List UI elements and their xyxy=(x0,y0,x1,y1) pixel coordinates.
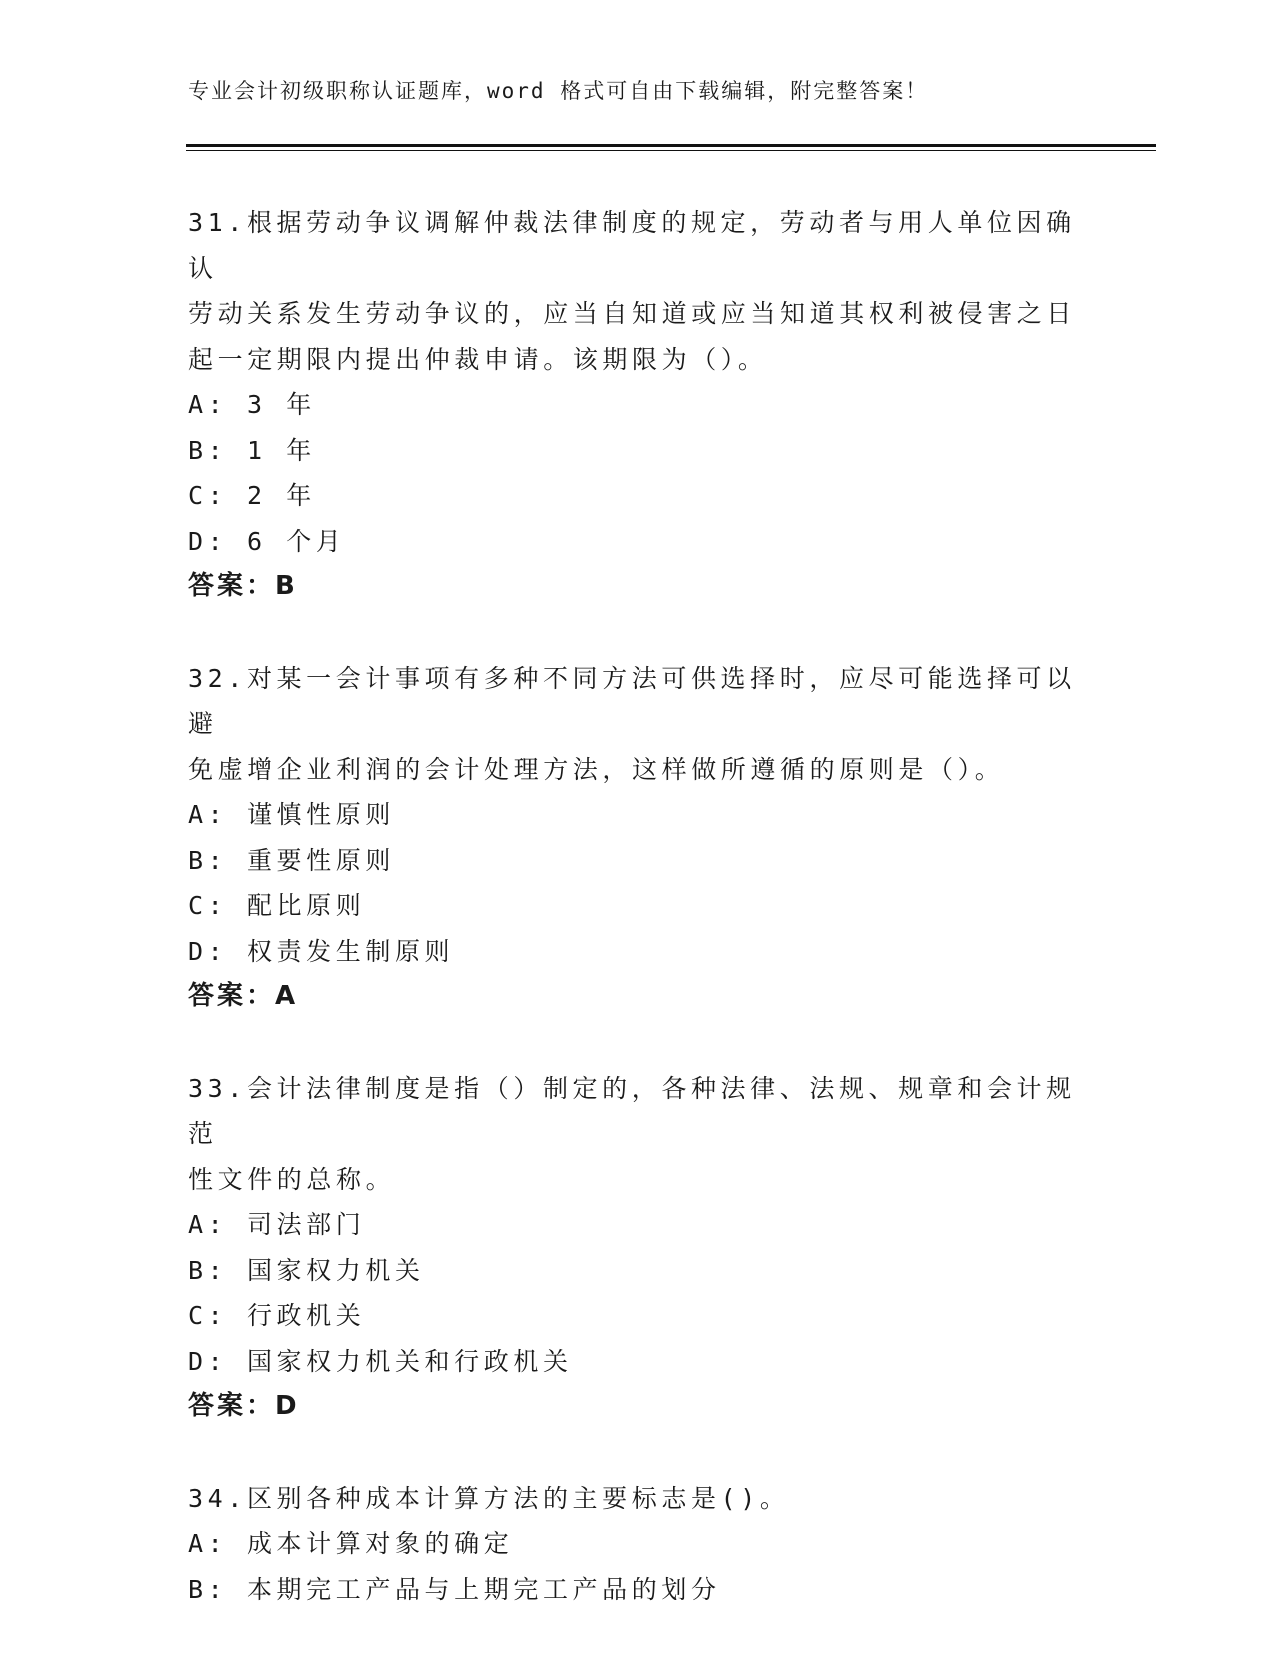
question-stem: 33.会计法律制度是指（）制定的，各种法律、法规、规章和会计规范 性文件的总称。 xyxy=(188,1073,1076,1194)
option-b: B: 重要性原则 xyxy=(188,845,395,875)
option-a: A: 司法部门 xyxy=(188,1210,366,1239)
option-c: C: 2 年 xyxy=(188,481,316,510)
question-stem: 34.区别各种成本计算方法的主要标志是()。 xyxy=(188,1483,790,1513)
question-34 xyxy=(188,1476,1088,1613)
option-d: D: 6 个月 xyxy=(188,526,346,556)
question-list xyxy=(188,200,1088,1658)
answer: 答案：B xyxy=(188,571,298,601)
option-c: C: 配比原则 xyxy=(188,891,366,920)
question-31 xyxy=(188,200,1088,610)
question-33 xyxy=(188,1066,1088,1430)
option-b: B: 国家权力机关 xyxy=(188,1255,425,1285)
option-a: A: 3 年 xyxy=(188,390,316,419)
page-header: 专业会计初级职称认证题库，word 格式可自由下载编辑，附完整答案！ xyxy=(188,79,929,103)
option-d: D: 权责发生制原则 xyxy=(188,936,455,966)
answer: 答案：A xyxy=(188,981,299,1011)
answer: 答案：D xyxy=(188,1391,300,1421)
option-b: B: 1 年 xyxy=(188,435,316,465)
option-c: C: 行政机关 xyxy=(188,1301,366,1330)
question-32 xyxy=(188,656,1088,1020)
header-divider xyxy=(186,144,1156,147)
question-stem: 32.对某一会计事项有多种不同方法可供选择时，应尽可能选择可以避 免虚增企业利润的会计处理方法，这样做所遵循的原则是（）。 xyxy=(188,663,1076,784)
option-b: B: 本期完工产品与上期完工产品的划分 xyxy=(188,1574,721,1604)
option-a: A: 谨慎性原则 xyxy=(188,800,395,829)
option-d: D: 国家权力机关和行政机关 xyxy=(188,1346,573,1376)
question-stem: 31.根据劳动争议调解仲裁法律制度的规定，劳动者与用人单位因确认 劳动关系发生劳动争议的，应当自知道或应当知道其权利被侵害之日 起一定期限内提出仲裁申请。该期限为（）。 xyxy=(188,208,1077,374)
option-a: A: 成本计算对象的确定 xyxy=(188,1529,514,1558)
